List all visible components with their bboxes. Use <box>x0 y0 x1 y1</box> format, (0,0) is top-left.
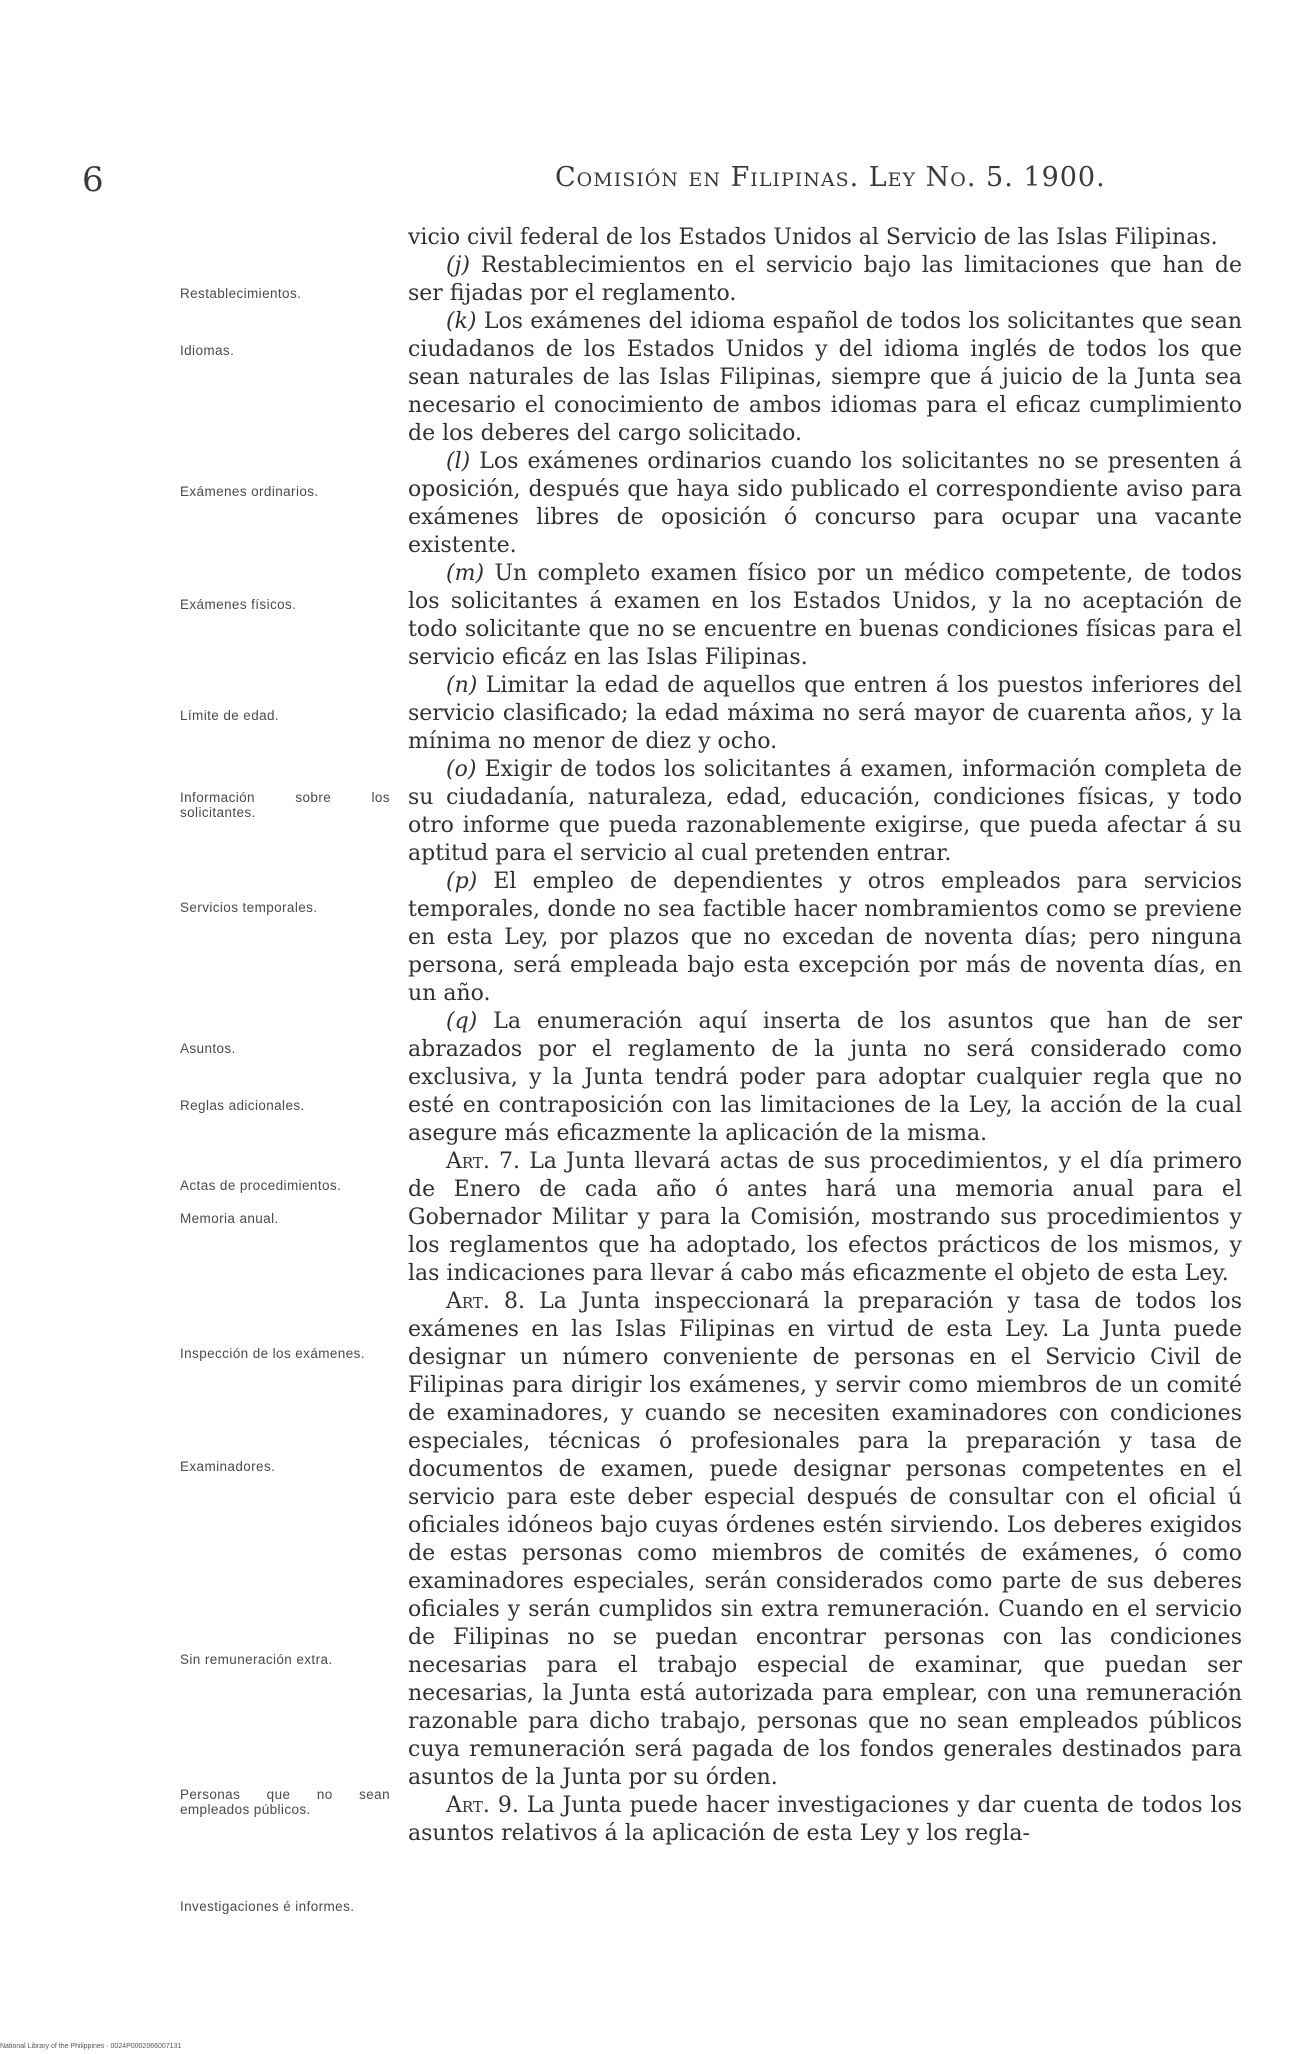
paragraph <box>408 756 1242 868</box>
paragraph <box>408 1008 1242 1148</box>
margin-note: Personas que no sean empleados públicos. <box>180 1787 390 1817</box>
page-number: 6 <box>82 160 104 200</box>
paragraph-text: La Junta llevará actas de sus procedimientos, y el día primero de Enero de cada año ó antes hará una memoria anual para el Gobernador Militar y para la Comisión, mostrando sus procedimientos y los reglamentos que ha adoptado, los efectos prácticos de los mismos, y las indicaciones para llevar á cabo más eficazmente el objeto de esta Ley. <box>408 1149 1242 1286</box>
paragraph-label: (n) <box>446 673 478 698</box>
margin-note: Límite de edad. <box>180 708 280 723</box>
margin-note: Asuntos. <box>180 1041 236 1056</box>
margin-note: Memoria anual. <box>180 1211 279 1226</box>
paragraph-text: Limitar la edad de aquellos que entren á los puestos inferiores del servicio clasificado; la edad máxima no será mayor de cuarenta años, y la mínima no menor de diez y ocho. <box>408 673 1242 754</box>
paragraph <box>408 252 1242 308</box>
paragraph-text: La enumeración aquí inserta de los asuntos que han de ser abrazados por el reglamento de la junta no será considerado como exclusiva, y la Junta tendrá poder para adoptar cualquier regla que no esté en contraposición con las limitaciones de la Ley, la acción de la cual asegure más eficazmente la aplicación de la misma. <box>408 1009 1243 1146</box>
margin-note: Idiomas. <box>180 343 235 358</box>
article-label: Art. 7. <box>446 1149 521 1174</box>
paragraph-label: (l) <box>446 449 471 474</box>
paragraph-label: (o) <box>446 757 477 782</box>
paragraph-text: Restablecimientos en el servicio bajo las limitaciones que han de ser fijadas por el reglamento. <box>408 253 1242 306</box>
paragraph <box>408 672 1242 756</box>
paragraph <box>408 308 1242 448</box>
margin-note: Exámenes físicos. <box>180 597 297 612</box>
paragraph-text: Los exámenes ordinarios cuando los solicitantes no se presenten á oposición, después que haya sido publicado el correspondiente aviso para exámenes libres de oposición ó concurso para ocupar una vacante existente. <box>408 449 1242 558</box>
margin-note: Restablecimientos. <box>180 286 302 301</box>
paragraph-text: El empleo de dependientes y otros empleados para servicios temporales, donde no sea factible hacer nombramientos como se previene en esta Ley, por plazos que no excedan de noventa días; pero ninguna persona, será empleada bajo esta excepción por más de noventa días, en un año. <box>408 869 1242 1006</box>
paragraph-text: La Junta inspeccionará la preparación y tasa de todos los exámenes en las Islas Filipinas en virtud de esta Ley. La Junta puede designar un número conveniente de personas en el Servicio Civil de Filipinas para dirigir los exámenes, y servir como miembros de un comité de examinadores, y cuando se necesiten examinadores con condiciones especiales, técnicas ó profesionales para la preparación y tasa de documentos de examen, puede designar personas competentes en el servicio para este deber especial después de consultar con el oficial ú oficiales idóneos bajo cuyas órdenes estén sirviendo. Los deberes exigidos de estas personas como miembros de comités de exámenes, ó como examinadores especiales, serán considerados como parte de sus deberes oficiales y serán cumplidos sin extra remuneración. Cuando en el servicio de Filipinas no se puedan encontrar personas con las condiciones necesarias para el trabajo especial de examinar, que puedan ser necesarias, la Junta está autorizada para emplear, con una remuneración razonable para dicho trabajo, personas que no sean empleados públicos cuya remuneración será pagada de los fondos generales destinados para asuntos de la Junta por su órden. <box>408 1289 1243 1790</box>
paragraph <box>408 868 1242 1008</box>
margin-note: Examinadores. <box>180 1459 276 1474</box>
paragraph-text: La Junta puede hacer investigaciones y dar cuenta de todos los asuntos relativos á la aplicación de esta Ley y los regla- <box>408 1793 1243 1846</box>
margin-note: Información sobre los solicitantes. <box>180 790 390 820</box>
paragraph-label: (m) <box>446 561 485 586</box>
body-text <box>408 224 1242 1848</box>
margin-note: Inspección de los exámenes. <box>180 1346 365 1361</box>
article-label: Art. 9. <box>446 1793 519 1818</box>
paragraph-label: (q) <box>446 1009 478 1034</box>
margin-note: Servicios temporales. <box>180 900 318 915</box>
paragraph <box>408 560 1242 672</box>
paragraph <box>408 448 1242 560</box>
article-label: Art. 8. <box>446 1289 526 1314</box>
paragraph-label: (k) <box>446 309 477 334</box>
margin-note: Exámenes ordinarios. <box>180 484 319 499</box>
paragraph-label: (j) <box>446 253 470 278</box>
article-paragraph <box>408 1792 1242 1848</box>
paragraph-text: Exigir de todos los solicitantes á examen, información completa de su ciudadanía, naturaleza, edad, educación, condiciones físicas, y todo otro informe que pueda razonablemente exigirse, que pueda afectar á su aptitud para el servicio al cual pretenden entrar. <box>408 757 1242 866</box>
article-paragraph <box>408 1148 1242 1288</box>
scan-footer: National Library of the Philippines · 0024P0002066007131 <box>0 2043 182 2050</box>
margin-note: Reglas adicionales. <box>180 1098 305 1113</box>
paragraph-label: (p) <box>446 869 478 894</box>
paragraph <box>408 224 1242 252</box>
paragraph-text: Los exámenes del idioma español de todos los solicitantes que sean ciudadanos de los Estados Unidos y del idioma inglés de todos los que sean naturales de las Islas Filipinas, siempre que á juicio de la Junta sea necesario el conocimiento de ambos idiomas para el eficaz cumplimiento de los deberes del cargo solicitado. <box>408 309 1242 446</box>
running-header: Comisión en Filipinas. Ley No. 5. 1900. <box>555 162 1106 193</box>
paragraph-text: vicio civil federal de los Estados Unidos al Servicio de las Islas Filipinas. <box>408 225 1218 250</box>
paragraph-text: Un completo examen físico por un médico competente, de todos los solicitantes á examen en los Estados Unidos, y la no aceptación de todo solicitante que no se encuentre en buenas condiciones físicas para el servicio eficáz en las Islas Filipinas. <box>408 561 1242 670</box>
margin-note: Actas de procedimientos. <box>180 1178 342 1193</box>
margin-note: Investigaciones é informes. <box>180 1899 355 1914</box>
margin-note: Sin remuneración extra. <box>180 1652 333 1667</box>
article-paragraph <box>408 1288 1242 1792</box>
